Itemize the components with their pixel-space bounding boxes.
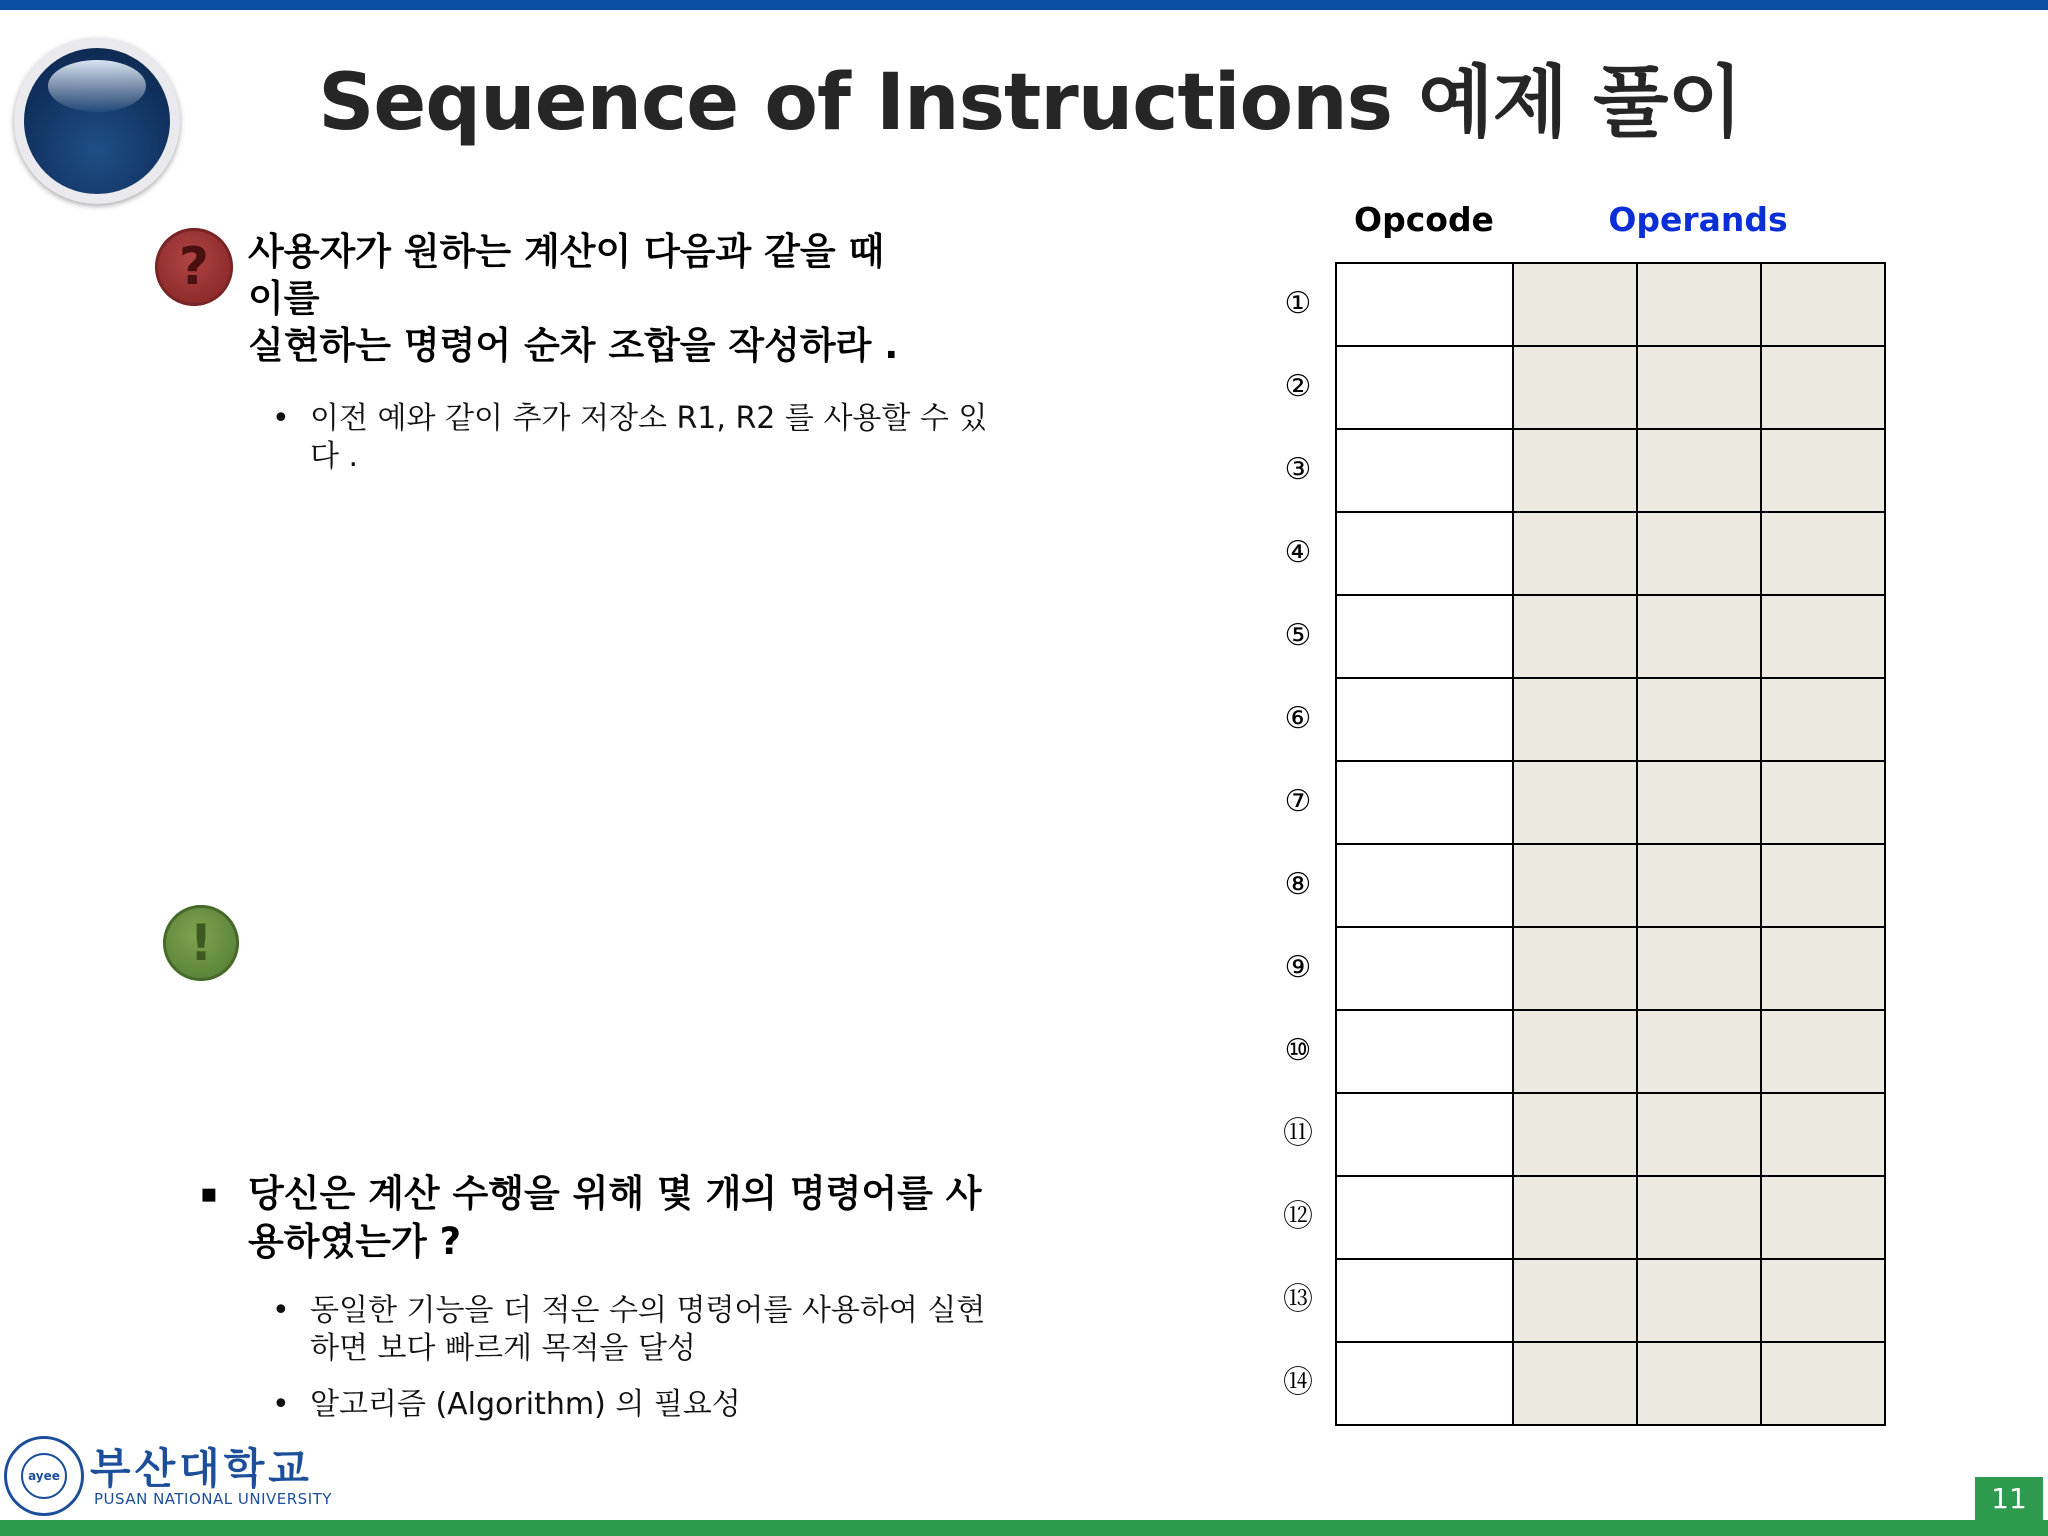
question-line-2: 이를 <box>248 277 320 320</box>
operand-cell[interactable] <box>1761 1176 1885 1259</box>
sub-bullets-2 <box>272 1292 1032 1442</box>
opcode-cell[interactable] <box>1336 844 1513 927</box>
sub-bullet-text: 알고리즘 (Algorithm) 의 필요성 <box>310 1387 741 1422</box>
operand-cell[interactable] <box>1637 761 1761 844</box>
instruction-row <box>1336 1093 1885 1176</box>
operand-cell[interactable] <box>1637 429 1761 512</box>
sub-bullet-text: 동일한 기능을 더 적은 수의 명령어를 사용하여 실현하면 보다 빠르게 목적을 달성 <box>310 1293 986 1366</box>
bottom-accent-bar <box>0 1520 2048 1536</box>
opcode-cell[interactable] <box>1336 1093 1513 1176</box>
operand-cell[interactable] <box>1637 1093 1761 1176</box>
operand-cell[interactable] <box>1637 1259 1761 1342</box>
operand-cell[interactable] <box>1761 346 1885 429</box>
operand-cell[interactable] <box>1513 1176 1637 1259</box>
operand-cell[interactable] <box>1513 429 1637 512</box>
row-number-column <box>1278 262 1318 1424</box>
row-number: ⑩ <box>1284 1033 1312 1068</box>
operand-cell[interactable] <box>1513 844 1637 927</box>
operand-cell[interactable] <box>1637 927 1761 1010</box>
square-bullet-icon: ▪ <box>200 1179 218 1209</box>
row-number: ⑥ <box>1284 701 1312 736</box>
row-number: ⑪ <box>1283 1116 1313 1151</box>
instruction-table <box>1335 262 1886 1426</box>
instruction-row <box>1336 512 1885 595</box>
opcode-cell[interactable] <box>1336 263 1513 346</box>
operand-cell[interactable] <box>1513 678 1637 761</box>
operand-cell[interactable] <box>1637 1010 1761 1093</box>
operand-cell[interactable] <box>1761 844 1885 927</box>
instruction-row <box>1336 346 1885 429</box>
sub-bullet-text: 이전 예와 같이 추가 저장소 R1, R2 를 사용할 수 있다 . <box>310 401 988 474</box>
instruction-row <box>1336 1259 1885 1342</box>
operand-cell[interactable] <box>1761 678 1885 761</box>
operand-cell[interactable] <box>1761 1093 1885 1176</box>
university-logo <box>4 1436 332 1516</box>
row-number: ⑫ <box>1283 1199 1313 1234</box>
question-2-text: 당신은 계산 수행을 위해 몇 개의 명령어를 사용하였는가 ? <box>248 1172 982 1263</box>
opcode-cell[interactable] <box>1336 678 1513 761</box>
bullet-marker: • <box>272 1293 290 1328</box>
row-number: ⑭ <box>1283 1365 1313 1400</box>
logo-name-korean: 부산대학교 <box>90 1444 313 1493</box>
instruction-row <box>1336 678 1885 761</box>
instruction-row <box>1336 429 1885 512</box>
opcode-cell[interactable] <box>1336 927 1513 1010</box>
instruction-row <box>1336 1010 1885 1093</box>
opcode-header: Opcode <box>1354 200 1494 239</box>
row-number: ② <box>1284 369 1312 404</box>
question-icon: ? <box>155 228 233 306</box>
instruction-row <box>1336 1342 1885 1425</box>
operand-cell[interactable] <box>1761 595 1885 678</box>
instruction-row <box>1336 1176 1885 1259</box>
operand-cell[interactable] <box>1761 429 1885 512</box>
operands-header: Operands <box>1608 200 1788 239</box>
operand-cell[interactable] <box>1637 512 1761 595</box>
instruction-row <box>1336 844 1885 927</box>
top-accent-bar <box>0 0 2048 10</box>
orb-shine <box>48 60 146 112</box>
orb-inner <box>24 48 170 194</box>
question-line-1: 사용자가 원하는 계산이 다음과 같을 때 <box>248 230 885 273</box>
question-line-3: 실현하는 명령어 순차 조합을 작성하라 . <box>248 324 899 367</box>
operand-cell[interactable] <box>1761 1342 1885 1425</box>
operand-cell[interactable] <box>1513 1093 1637 1176</box>
operand-cell[interactable] <box>1761 1259 1885 1342</box>
opcode-cell[interactable] <box>1336 512 1513 595</box>
opcode-cell[interactable] <box>1336 1259 1513 1342</box>
opcode-cell[interactable] <box>1336 429 1513 512</box>
operand-cell[interactable] <box>1513 1342 1637 1425</box>
instruction-row <box>1336 263 1885 346</box>
logo-name-english: PUSAN NATIONAL UNIVERSITY <box>94 1490 332 1508</box>
question-2 <box>200 1170 1020 1266</box>
instruction-row <box>1336 761 1885 844</box>
bullet-marker: • <box>272 401 290 436</box>
instruction-row <box>1336 595 1885 678</box>
row-number: ⑤ <box>1284 618 1312 653</box>
operand-cell[interactable] <box>1513 927 1637 1010</box>
sub-bullet-item <box>272 1386 1032 1424</box>
page-number: 11 <box>1975 1477 2043 1520</box>
row-number: ⑧ <box>1284 867 1312 902</box>
operand-cell[interactable] <box>1637 1342 1761 1425</box>
operand-cell[interactable] <box>1513 346 1637 429</box>
operand-cell[interactable] <box>1637 595 1761 678</box>
opcode-cell[interactable] <box>1336 1010 1513 1093</box>
opcode-cell[interactable] <box>1336 595 1513 678</box>
operand-cell[interactable] <box>1513 1010 1637 1093</box>
slide-title: Sequence of Instructions 예제 풀이 <box>318 58 1742 148</box>
operand-cell[interactable] <box>1513 512 1637 595</box>
question-text <box>248 228 968 369</box>
operand-cell[interactable] <box>1761 761 1885 844</box>
opcode-cell[interactable] <box>1336 761 1513 844</box>
operand-cell[interactable] <box>1761 263 1885 346</box>
operand-cell[interactable] <box>1761 512 1885 595</box>
bullet-marker: • <box>272 1387 290 1422</box>
row-number: ① <box>1284 286 1312 321</box>
sub-bullet-storage <box>272 400 1012 476</box>
row-number: ⑦ <box>1284 784 1312 819</box>
row-number: ⑬ <box>1283 1282 1313 1317</box>
operand-cell[interactable] <box>1637 678 1761 761</box>
operand-cell[interactable] <box>1637 844 1761 927</box>
operand-cell[interactable] <box>1513 1259 1637 1342</box>
seal-inner: ayee <box>21 1453 67 1499</box>
operand-cell[interactable] <box>1761 1010 1885 1093</box>
exclamation-icon: ! <box>163 905 239 981</box>
operand-cell[interactable] <box>1513 595 1637 678</box>
instruction-row <box>1336 927 1885 1010</box>
row-number: ③ <box>1284 452 1312 487</box>
opcode-cell[interactable] <box>1336 346 1513 429</box>
operand-cell[interactable] <box>1513 761 1637 844</box>
decorative-orb-icon <box>14 38 180 204</box>
row-number: ⑨ <box>1284 950 1312 985</box>
sub-bullet-item <box>272 1292 1032 1368</box>
operand-cell[interactable] <box>1637 346 1761 429</box>
operand-cell[interactable] <box>1637 263 1761 346</box>
operand-cell[interactable] <box>1761 927 1885 1010</box>
opcode-cell[interactable] <box>1336 1176 1513 1259</box>
operand-cell[interactable] <box>1513 263 1637 346</box>
university-seal-icon <box>4 1436 84 1516</box>
opcode-cell[interactable] <box>1336 1342 1513 1425</box>
row-number: ④ <box>1284 535 1312 570</box>
operand-cell[interactable] <box>1637 1176 1761 1259</box>
